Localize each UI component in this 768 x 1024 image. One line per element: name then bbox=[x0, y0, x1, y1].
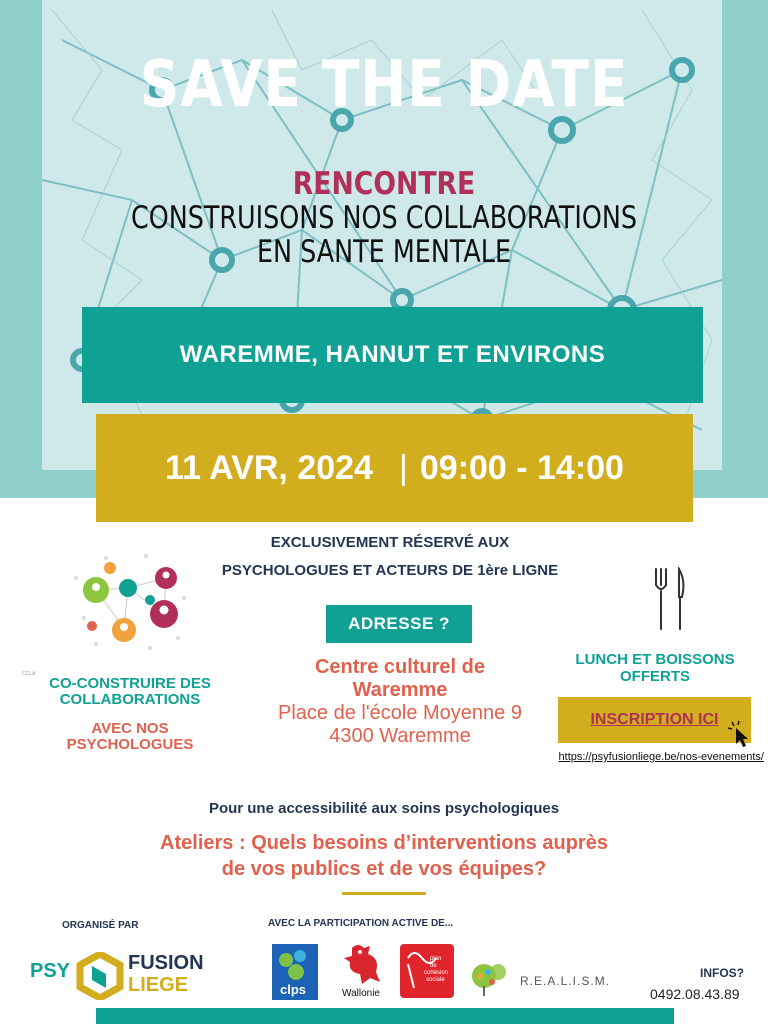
realism-logo: R.E.A.L.I.S.M. bbox=[470, 958, 620, 998]
people-network-icon bbox=[66, 548, 190, 658]
address-button[interactable] bbox=[326, 605, 472, 643]
location-banner bbox=[82, 307, 703, 403]
registration-link[interactable]: https://psyfusionliege.be/nos-evenements/ bbox=[558, 751, 764, 763]
tiny-label: CCLA bbox=[22, 671, 36, 677]
coconstruire-line1: CO-CONSTRUIRE DES bbox=[49, 675, 211, 692]
event-type-label: RENCONTRE bbox=[292, 166, 476, 202]
event-title-line1: CONSTRUISONS NOS COLLABORATIONS bbox=[130, 200, 638, 236]
psy-fusion-liege-logo: PSY FUSION LIEGE bbox=[30, 952, 204, 996]
accessibility-tagline: Pour une accessibilité aux soins psychologiques bbox=[208, 800, 560, 817]
workshops-line2: de vos publics et de vos équipes? bbox=[221, 858, 547, 880]
divider bbox=[342, 892, 426, 895]
plan-cohesion-sociale-logo: plan de cohésion sociale bbox=[400, 944, 454, 998]
fork-knife-icon bbox=[652, 567, 688, 631]
inscription-button[interactable] bbox=[558, 697, 751, 743]
workshops-line1: Ateliers : Quels besoins d’interventions auprès bbox=[160, 832, 608, 854]
event-time: 09:00 - 14:00 bbox=[419, 448, 624, 487]
audience-line2: PSYCHOLOGUES ET ACTEURS DE 1ère LIGNE bbox=[221, 562, 559, 579]
location-text: WAREMME, HANNUT ET ENVIRONS bbox=[179, 341, 606, 368]
audience-line1: EXCLUSIVEMENT RÉSERVÉ AUX bbox=[270, 534, 510, 551]
cursor-click-icon bbox=[728, 720, 752, 748]
date-separator: | bbox=[398, 448, 408, 487]
date-banner bbox=[96, 414, 693, 522]
phone-number: 0492.08.43.89 bbox=[650, 986, 740, 1002]
event-date: 11 AVR, 2024 bbox=[165, 448, 373, 487]
inscription-label: INSCRIPTION ICI bbox=[590, 711, 719, 728]
wallonie-logo: Wallonie bbox=[340, 942, 388, 1002]
venue-street: Place de l'école Moyenne 9 bbox=[278, 702, 522, 724]
venue-line1: Centre culturel de bbox=[314, 656, 486, 678]
venue-city: 4300 Waremme bbox=[329, 725, 471, 747]
infos-label: INFOS? bbox=[700, 966, 744, 980]
clps-logo: clps bbox=[272, 944, 318, 1000]
coconstruire-line2: COLLABORATIONS bbox=[59, 691, 201, 708]
participation-label: AVEC LA PARTICIPATION ACTIVE DE... bbox=[268, 918, 454, 929]
organised-by-label: ORGANISÉ PAR bbox=[62, 920, 139, 931]
address-button-label: ADRESSE ? bbox=[348, 614, 450, 633]
save-the-date-headline: SAVE THE DATE bbox=[139, 48, 629, 122]
event-title-line2: EN SANTE MENTALE bbox=[256, 234, 512, 270]
psychologues-line2: PSYCHOLOGUES bbox=[66, 736, 194, 753]
psychologues-line1: AVEC NOS bbox=[91, 720, 169, 737]
lunch-line2: OFFERTS bbox=[620, 668, 690, 685]
venue-line2: Waremme bbox=[352, 679, 448, 701]
bottom-bar bbox=[96, 1008, 674, 1024]
lunch-line1: LUNCH ET BOISSONS bbox=[575, 651, 735, 668]
